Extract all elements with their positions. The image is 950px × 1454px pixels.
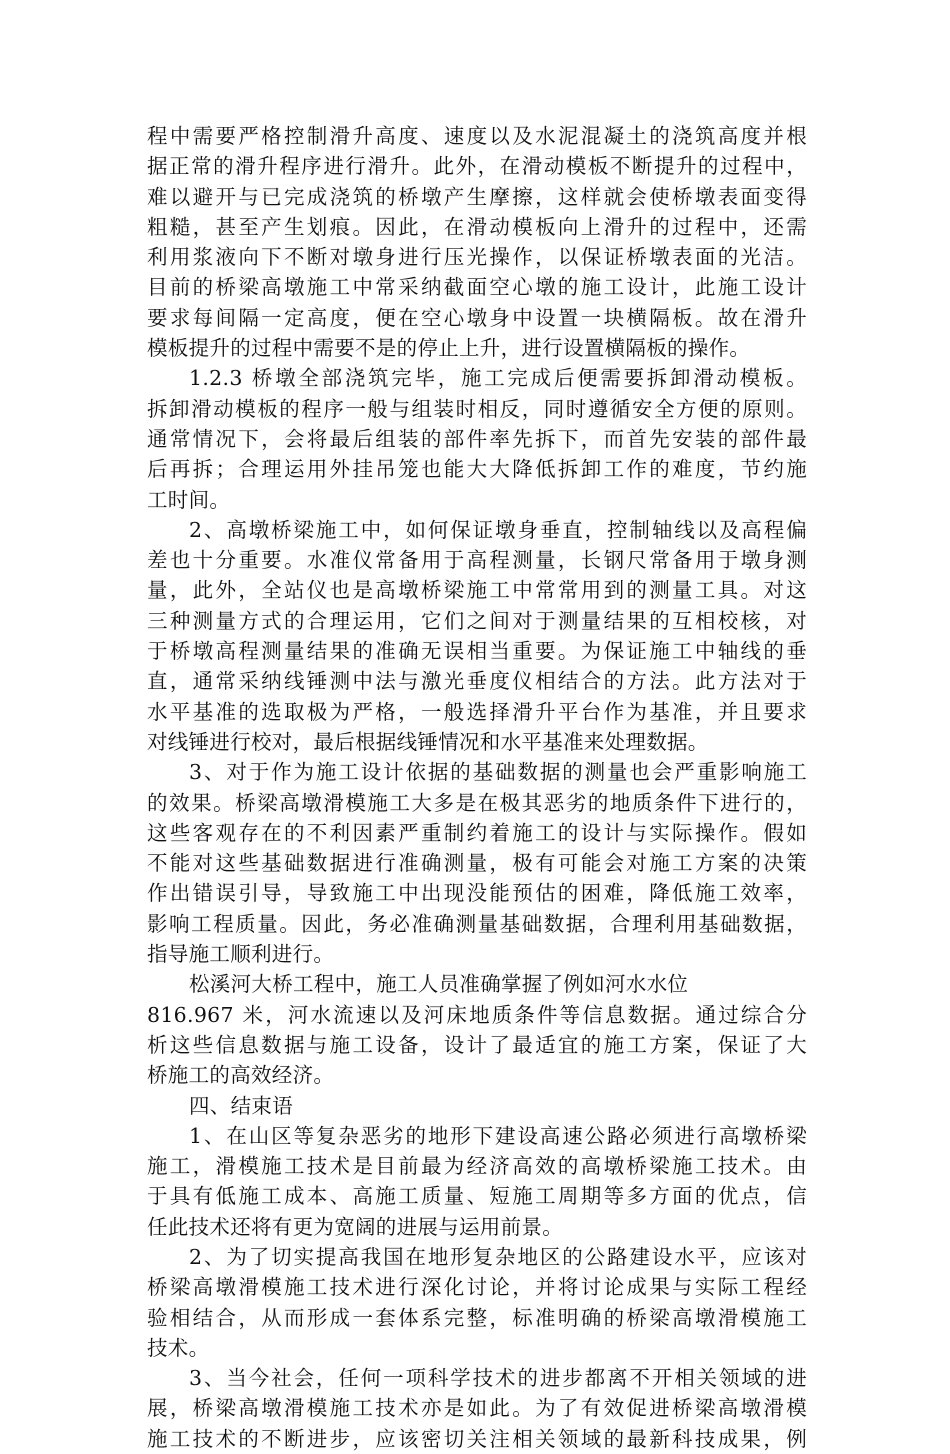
text-line: 1.2.3 桥墩全部浇筑完毕，施工完成后便需要拆卸滑动模板。 [189,366,807,391]
text-line: 任此技术还将有更为宽阔的进展与运用前景。 [147,1214,563,1239]
paragraph [147,1242,807,1363]
paragraph [147,1363,807,1454]
text-line: 2、高墩桥梁施工中，如何保证墩身垂直，控制轴线以及高程偏 [189,517,807,542]
text-line: 差也十分重要。水准仪常备用于高程测量，长钢尺常备用于墩身测 [147,548,807,573]
text-line: 816.967 米，河水流速以及河床地质条件等信息数据。通过综合分 [147,1002,807,1027]
text-line: 目前的桥梁高墩施工中常采纳截面空心墩的施工设计，此施工设计 [147,275,807,300]
text-line: 水平基准的选取极为严格，一般选择滑升平台作为基准，并且要求 [147,699,807,724]
text-line: 于桥墩高程测量结果的准确无误相当重要。为保证施工中轴线的垂 [147,639,807,664]
text-line: 不能对这些基础数据进行准确测量，极有可能会对施工方案的决策 [147,851,807,876]
text-line: 的效果。桥梁高墩滑模施工大多是在极其恶劣的地质条件下进行的， [147,790,807,815]
text-line: 据正常的滑升程序进行滑升。此外，在滑动模板不断提升的过程中， [147,154,807,179]
text-line: 作出错误引导，导致施工中出现没能预估的困难，降低施工效率， [147,881,807,906]
text-line: 展，桥梁高墩滑模施工技术亦是如此。为了有效促进桥梁高墩滑模 [147,1396,807,1421]
text-line: 粗糙，甚至产生划痕。因此，在滑动模板向上滑升的过程中，还需 [147,214,807,239]
text-line: 验相结合，从而形成一套体系完整，标准明确的桥梁高墩滑模施工 [147,1305,807,1330]
text-line: 于具有低施工成本、高施工质量、短施工周期等多方面的优点，信 [147,1184,807,1209]
text-line: 2、为了切实提高我国在地形复杂地区的公路建设水平，应该对 [189,1244,807,1269]
text-line: 3、对于作为施工设计依据的基础数据的测量也会严重影响施工 [189,760,807,785]
text-line: 3、当今社会，任何一项科学技术的进步都离不开相关领域的进 [189,1366,807,1391]
text-line: 程中需要严格控制滑升高度、速度以及水泥混凝土的浇筑高度并根 [147,124,807,148]
text-line: 利用浆液向下不断对墩身进行压光操作，以保证桥墩表面的光洁。 [147,245,807,270]
text-line: 松溪河大桥工程中，施工人员准确掌握了例如河水水位 [189,972,689,997]
text-line: 工时间。 [147,487,231,512]
text-line: 施工技术的不断进步，应该密切关注相关领域的最新科技成果，例 [147,1426,807,1451]
text-line: 这些客观存在的不利因素严重制约着施工的设计与实际操作。假如 [147,820,807,845]
heading-text: 四、结束语 [189,1093,293,1118]
text-line: 对线锤进行校对，最后根据线锤情况和水平基准来处理数据。 [147,729,709,754]
text-line: 影响工程质量。因此，务必准确测量基础数据，合理利用基础数据， [147,911,807,936]
text-line: 通常情况下，会将最后组装的部件率先拆下，而首先安装的部件最 [147,426,807,451]
text-line: 技术。 [147,1335,210,1360]
text-line: 析这些信息数据与施工设备，设计了最适宜的施工方案，保证了大 [147,1032,807,1057]
text-line: 模板提升的过程中需要不是的停止上升，进行设置横隔板的操作。 [147,336,751,361]
text-line: 指导施工顺利进行。 [147,942,335,967]
paragraph [147,363,807,514]
text-line: 三种测量方式的合理运用，它们之间对于测量结果的互相校核，对 [147,608,807,633]
paragraph [147,757,807,969]
text-line: 要求每间隔一定高度，便在空心墩身中设置一块横隔板。故在滑升 [147,305,807,330]
text-line: 拆卸滑动模板的程序一般与组装时相反，同时遵循安全方便的原则。 [147,396,807,421]
text-line: 1、在山区等复杂恶劣的地形下建设高速公路必须进行高墩桥梁 [189,1123,807,1148]
document-page [147,121,807,1454]
paragraph [147,121,807,363]
text-line: 直，通常采纳线锤测中法与激光垂度仪相结合的方法。此方法对于 [147,669,807,694]
text-line: 量，此外，全站仪也是高墩桥梁施工中常常用到的测量工具。对这 [147,578,807,603]
section-heading [147,1091,807,1121]
paragraph [147,1121,807,1242]
text-line: 难以避开与已完成浇筑的桥墩产生摩擦，这样就会使桥墩表面变得 [147,184,807,209]
text-line: 桥施工的高效经济。 [147,1063,335,1088]
text-line: 桥梁高墩滑模施工技术进行深化讨论，并将讨论成果与实际工程经 [147,1275,807,1300]
text-line: 后再拆；合理运用外挂吊笼也能大大降低拆卸工作的难度，节约施 [147,457,807,482]
text-line: 施工，滑模施工技术是目前最为经济高效的高墩桥梁施工技术。由 [147,1154,807,1179]
paragraph [147,969,807,1090]
paragraph [147,515,807,757]
